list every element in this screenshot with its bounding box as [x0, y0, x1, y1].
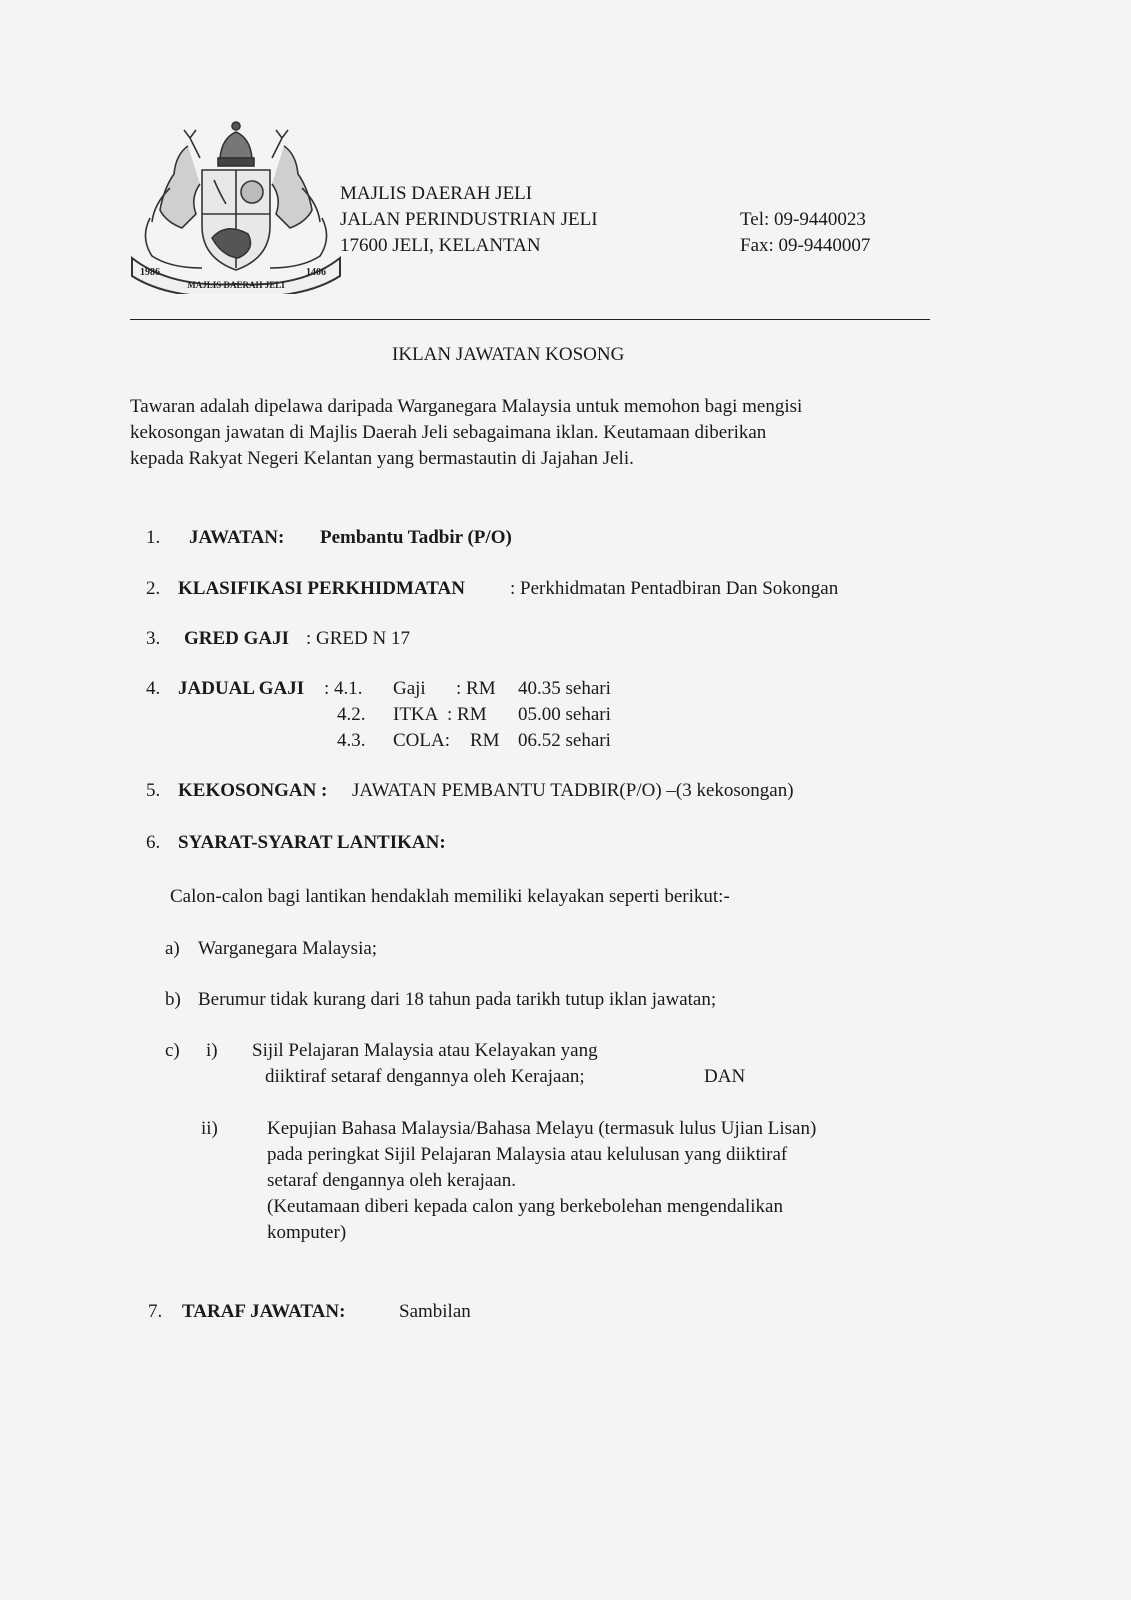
item-5-label: KEKOSONGAN : — [178, 780, 328, 801]
salary-row-name: ITKA — [393, 704, 439, 725]
item-2-label: KLASIFIKASI PERKHIDMATAN — [178, 578, 465, 599]
item-4-number: 4. — [146, 678, 161, 699]
fax: Fax: 09-9440007 — [740, 235, 871, 256]
item-5-number: 5. — [146, 780, 161, 801]
address-line-2: 17600 JELI, KELANTAN — [340, 235, 541, 256]
salary-row-name: COLA: — [393, 730, 450, 751]
requirement-c-ii-line: pada peringkat Sijil Pelajaran Malaysia atau kelulusan yang diiktiraf — [267, 1144, 788, 1165]
item-3-value: : GRED N 17 — [306, 628, 410, 649]
item-1-number: 1. — [146, 527, 161, 548]
item-7-label: TARAF JAWATAN: — [182, 1301, 346, 1322]
salary-row-amount: 40.35 sehari — [518, 678, 611, 699]
item-7-value: Sambilan — [399, 1301, 471, 1322]
item-6-label: SYARAT-SYARAT LANTIKAN: — [178, 832, 446, 853]
requirement-a-mark: a) — [165, 938, 180, 959]
item-6-number: 6. — [146, 832, 161, 853]
salary-row-amount: 05.00 sehari — [518, 704, 611, 725]
crest-ribbon-text: MAJLIS DAERAH JELI — [187, 280, 285, 290]
salary-row-amount: 06.52 sehari — [518, 730, 611, 751]
salary-row-sep: RM — [470, 730, 500, 751]
requirement-c-i-mark: i) — [206, 1040, 218, 1061]
salary-row-code: 4.3. — [337, 730, 366, 751]
requirement-c-ii-line: (Keutamaan diberi kepada calon yang berkebolehan mengendalikan — [267, 1196, 783, 1217]
requirements-lead: Calon-calon bagi lantikan hendaklah memiliki kelayakan seperti berikut:- — [170, 886, 730, 907]
requirement-c-ii-line: komputer) — [267, 1222, 347, 1243]
item-1-label: JAWATAN: — [189, 527, 285, 548]
item-7-number: 7. — [148, 1301, 163, 1322]
crest-year-left: 1986 — [140, 267, 160, 278]
item-4-label: JADUAL GAJI — [178, 678, 305, 699]
intro-line-1: Tawaran adalah dipelawa daripada Warganegara Malaysia untuk memohon bagi mengisi — [130, 396, 803, 417]
salary-row-name: Gaji — [393, 678, 426, 699]
requirement-c-ii-line: setaraf dengannya oleh kerajaan. — [267, 1170, 516, 1191]
requirement-b-text: Berumur tidak kurang dari 18 tahun pada tarikh tutup iklan jawatan; — [198, 989, 717, 1010]
requirement-c-i-line-2: diiktiraf setaraf dengannya oleh Kerajaan; — [265, 1066, 585, 1087]
salary-row-code: : 4.1. — [324, 678, 363, 699]
address-line-1: JALAN PERINDUSTRIAN JELI — [340, 209, 598, 230]
intro-line-3: kepada Rakyat Negeri Kelantan yang bermastautin di Jajahan Jeli. — [130, 448, 634, 469]
item-3-number: 3. — [146, 628, 161, 649]
salary-row-sep: : RM — [456, 678, 496, 699]
item-1-value: Pembantu Tadbir (P/O) — [320, 527, 512, 548]
page-title: IKLAN JAWATAN KOSONG — [392, 344, 625, 365]
requirement-c-mark: c) — [165, 1040, 180, 1061]
crest-year-right: 1406 — [306, 267, 326, 278]
salary-row-code: 4.2. — [337, 704, 366, 725]
telephone: Tel: 09-9440023 — [740, 209, 866, 230]
requirement-c-conjunction: DAN — [704, 1066, 746, 1087]
item-2-number: 2. — [146, 578, 161, 599]
header-divider — [130, 319, 930, 320]
item-2-value: : Perkhidmatan Pentadbiran Dan Sokongan — [510, 578, 839, 599]
org-name: MAJLIS DAERAH JELI — [340, 183, 533, 204]
requirement-c-i-line-1: Sijil Pelajaran Malaysia atau Kelayakan yang — [252, 1040, 598, 1061]
requirement-c-ii-mark: ii) — [201, 1118, 218, 1139]
requirement-c-ii-line: Kepujian Bahasa Malaysia/Bahasa Melayu (termasuk lulus Ujian Lisan) — [267, 1118, 817, 1139]
item-5-value: JAWATAN PEMBANTU TADBIR(P/O) –(3 kekosongan) — [352, 780, 794, 801]
council-crest-logo — [130, 118, 342, 294]
requirement-a-text: Warganegara Malaysia; — [198, 938, 378, 959]
intro-line-2: kekosongan jawatan di Majlis Daerah Jeli sebagaimana iklan. Keutamaan diberikan — [130, 422, 767, 443]
salary-row-sep: : RM — [447, 704, 487, 725]
requirement-b-mark: b) — [165, 989, 181, 1010]
item-3-label: GRED GAJI — [184, 628, 290, 649]
